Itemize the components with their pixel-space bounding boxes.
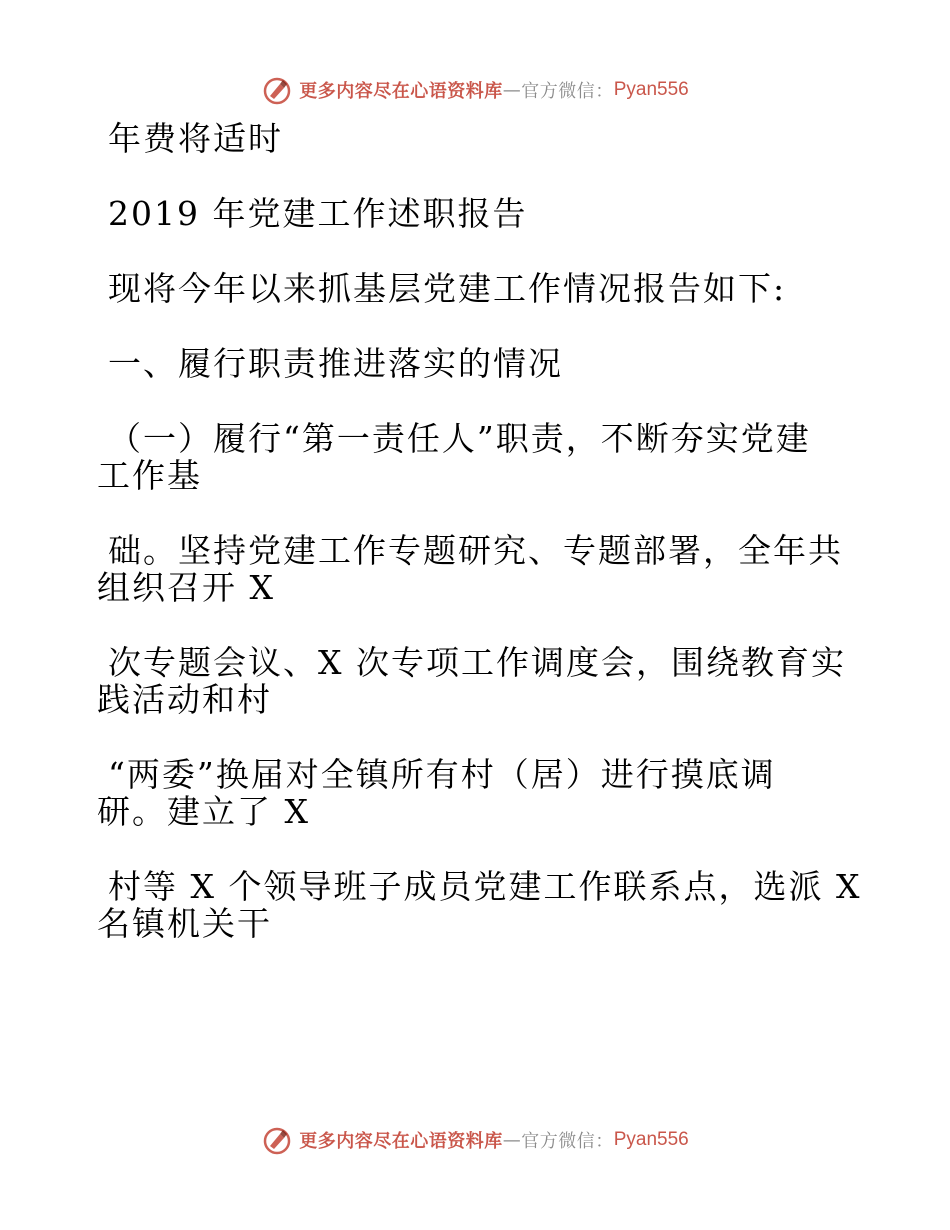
paragraph-line: 组织召开 X bbox=[97, 568, 275, 607]
pen-nib-logo-icon bbox=[261, 74, 293, 106]
watermark-site-text: 更多内容尽在心语资料库 bbox=[299, 1131, 503, 1152]
paragraph-line: “两委”换届对全镇所有村（居）进行摸底调 bbox=[108, 755, 776, 794]
watermark-site-text: 更多内容尽在心语资料库 bbox=[299, 81, 503, 102]
paragraph-line: 村等 X 个领导班子成员党建工作联系点，选派 X bbox=[108, 867, 862, 906]
paragraph-line: 础。坚持党建工作专题研究、专题部署，全年共 bbox=[108, 531, 843, 570]
watermark-dash: — bbox=[502, 79, 522, 101]
pen-nib-logo-icon bbox=[261, 1124, 293, 1156]
paragraph-line: 践活动和村 bbox=[97, 680, 272, 719]
watermark-dash: — bbox=[502, 1129, 522, 1151]
header-watermark bbox=[0, 70, 950, 110]
paragraph-line: （一）履行“第一责任人”职责，不断夯实党建 bbox=[108, 419, 811, 458]
paragraph-line: 研。建立了 X bbox=[97, 792, 310, 831]
paragraph-line: 一、履行职责推进落实的情况 bbox=[108, 344, 563, 383]
watermark-wechat-label: 官方微信： bbox=[521, 1131, 614, 1152]
paragraph-line: 工作基 bbox=[97, 456, 202, 495]
paragraph-line: 2019 年党建工作述职报告 bbox=[108, 194, 528, 233]
watermark-wechat-id: Pyan556 bbox=[613, 79, 689, 100]
paragraph-line: 名镇机关干 bbox=[97, 904, 272, 943]
footer-watermark bbox=[0, 1120, 950, 1160]
paragraph-line: 年费将适时 bbox=[108, 119, 283, 158]
watermark-wechat-label: 官方微信： bbox=[521, 81, 614, 102]
paragraph-line: 现将今年以来抓基层党建工作情况报告如下: bbox=[108, 269, 787, 308]
document-body bbox=[97, 119, 862, 943]
watermark-wechat-id: Pyan556 bbox=[613, 1129, 689, 1150]
paragraph-line: 次专题会议、X 次专项工作调度会，围绕教育实 bbox=[108, 643, 846, 682]
